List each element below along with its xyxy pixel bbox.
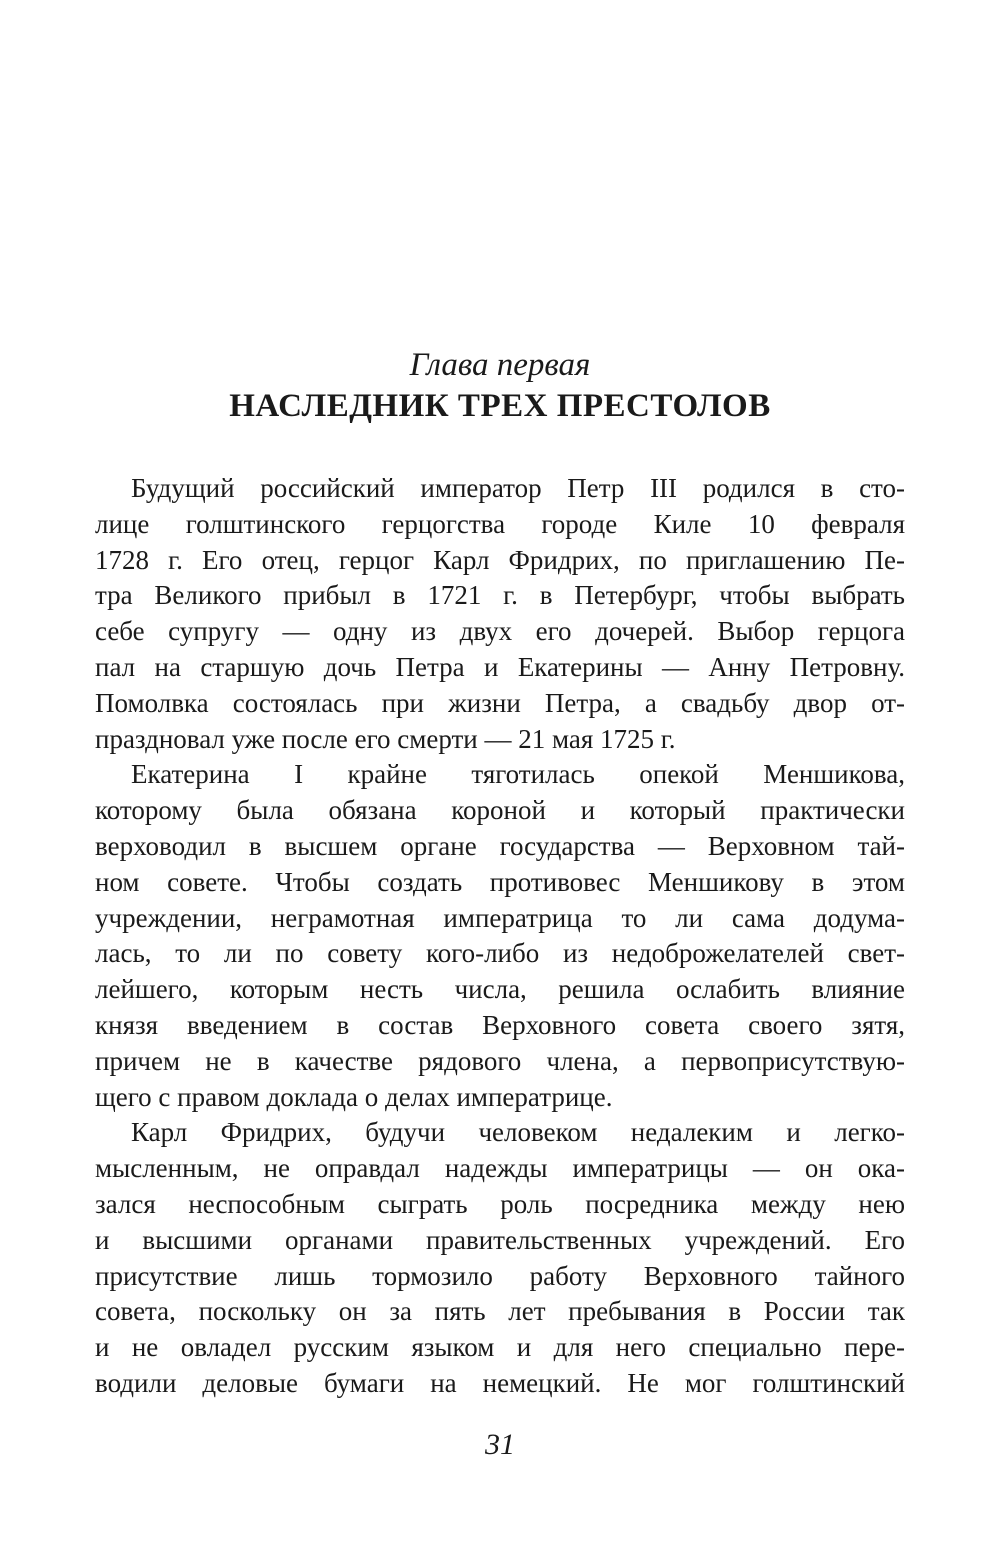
text-line: присутствие лишь тормозило работу Верховного тайного xyxy=(95,1260,905,1291)
text-line: которому была обязана короной и который практически xyxy=(95,795,905,826)
text-line: учреждении, неграмотная императрица то ли сама додума- xyxy=(95,902,905,933)
chapter-label: Глава первая xyxy=(409,347,591,383)
text-line: Карл Фридрих, будучи человеком недалеким и легко- xyxy=(131,1117,905,1148)
text-line: и не овладел русским языком и для него специально пере- xyxy=(95,1332,905,1363)
text-line: и высшими органами правительственных учреждений. Его xyxy=(95,1224,905,1255)
text-line: мысленным, не оправдал надежды императрицы — он ока- xyxy=(95,1153,905,1184)
body-text xyxy=(95,471,905,1402)
text-line: праздновал уже после его смерти — 21 мая 1725 г. xyxy=(95,723,676,754)
text-line: щего с правом доклада о делах императрице. xyxy=(95,1081,613,1112)
text-line: князя введением в состав Верховного совета своего зятя, xyxy=(95,1009,905,1040)
page-number: 31 xyxy=(485,1428,515,1461)
text-line: лейшего, которым несть числа, решила ослабить влияние xyxy=(95,974,905,1005)
chapter-title: НАСЛЕДНИК ТРЕХ ПРЕСТОЛОВ xyxy=(229,388,771,424)
text-line: лась, то ли по совету кого-либо из недоброжелателей свет- xyxy=(95,938,905,969)
text-line: зался неспособным сыграть роль посредника между нею xyxy=(95,1188,905,1219)
text-line: совета, поскольку он за пять лет пребывания в России так xyxy=(95,1296,905,1327)
text-line: причем не в качестве рядового члена, а первоприсутствую- xyxy=(95,1045,905,1076)
text-line: пал на старшую дочь Петра и Екатерины — Анну Петровну. xyxy=(95,651,905,682)
text-line: Помолвка состоялась при жизни Петра, а свадьбу двор от- xyxy=(95,687,905,718)
text-line: Екатерина I крайне тяготилась опекой Меншикова, xyxy=(131,759,905,790)
paragraph xyxy=(95,757,905,1115)
text-line: 1728 г. Его отец, герцог Карл Фридрих, по приглашению Пе- xyxy=(95,544,905,575)
text-line: ном совете. Чтобы создать противовес Меншикову в этом xyxy=(95,866,905,897)
paragraph xyxy=(95,1115,905,1401)
text-line: водили деловые бумаги на немецкий. Не мог голштинский xyxy=(95,1367,905,1398)
text-line: лице голштинского герцогства городе Киле 10 февраля xyxy=(95,508,905,539)
text-line: себе супругу — одну из двух его дочерей. Выбор герцога xyxy=(95,616,905,647)
text-line: верховодил в высшем органе государства — Верховном тай- xyxy=(95,830,905,861)
paragraph xyxy=(95,471,905,757)
text-line: Будущий российский император Петр III родился в сто- xyxy=(131,473,905,503)
text-line: тра Великого прибыл в 1721 г. в Петербург, чтобы выбрать xyxy=(95,580,905,611)
